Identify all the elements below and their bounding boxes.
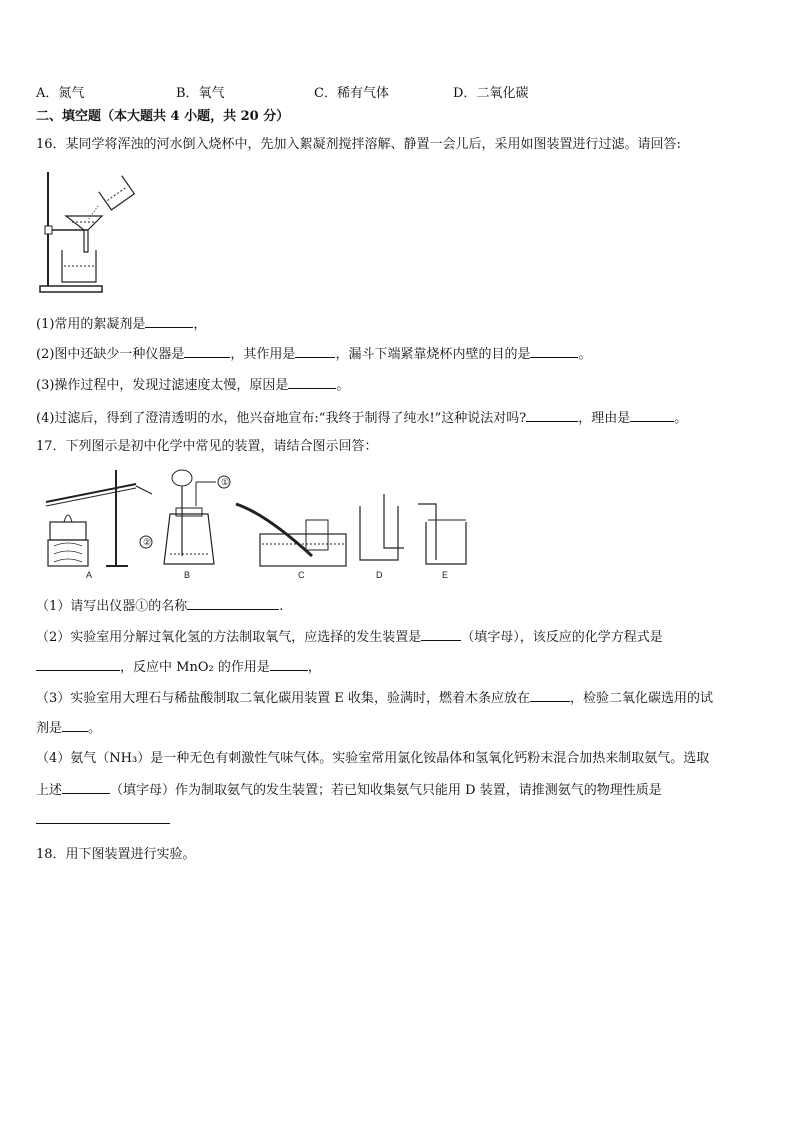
option-d: D．二氧化碳 [453, 86, 529, 101]
filtration-apparatus-figure [36, 168, 146, 296]
label-d: D [376, 570, 383, 580]
answer-blank[interactable] [630, 408, 674, 422]
answer-blank[interactable] [530, 344, 578, 358]
answer-blank[interactable] [526, 408, 578, 422]
label-c: C [298, 570, 305, 580]
answer-blank[interactable] [62, 718, 88, 732]
q17-part2-line2: ，反应中 MnO₂ 的作用是 ， [36, 657, 321, 677]
q17-part3-line2: 剂是 。 [36, 718, 101, 738]
q16-part1: (1)常用的絮凝剂是 ， [36, 314, 206, 334]
answer-blank[interactable] [62, 780, 110, 794]
answer-blank[interactable] [187, 596, 279, 610]
answer-blank[interactable] [270, 657, 308, 671]
gas-apparatus-figure [36, 464, 476, 586]
section-title: 二、填空题（本大题共 4 小题，共 20 分） [36, 109, 290, 124]
option-a: A．氮气 [36, 86, 85, 101]
q17-part1: （1）请写出仪器①的名称 . [36, 596, 283, 616]
q17-part3-line1: （3）实验室用大理石与稀盐酸制取二氧化碳用装置 E 收集，验满时，燃着木条应放在 ，检验二氧化碳选用的试 [36, 688, 713, 708]
q16-part3: (3)操作过程中，发现过滤速度太慢，原因是 。 [36, 375, 349, 395]
answer-blank[interactable] [36, 810, 170, 824]
q17-part4-line1: （4）氨气（NH₃）是一种无色有刺激性气味气体。实验室常用氯化铵晶体和氢氧化钙粉末混合加热来制取氨气。选取 [36, 751, 710, 766]
q17-part2-line1: （2）实验室用分解过氧化氢的方法制取氧气，应选择的发生装置是 （填字母），该反应的化学方程式是 [36, 627, 663, 647]
label-a: A [86, 570, 93, 580]
label-e: E [442, 570, 449, 580]
answer-blank[interactable] [421, 627, 461, 641]
option-c: C．稀有气体 [314, 86, 389, 101]
label-b: B [184, 570, 191, 580]
option-b: B．氧气 [176, 86, 225, 101]
answer-blank[interactable] [36, 657, 120, 671]
label-circle-1: ① [221, 477, 230, 487]
q17-part4-line2: 上述 （填字母）作为制取氨气的发生装置；若已知收集氨气只能用 D 装置，请推测氨气的物理性质是 [36, 780, 662, 800]
q17-stem: 17．下列图示是初中化学中常见的装置，请结合图示回答： [36, 439, 378, 454]
answer-blank[interactable] [288, 375, 336, 389]
q17-part4-line3 [36, 810, 170, 830]
q16-part2: (2)图中还缺少一种仪器是 ，其作用是 ，漏斗下端紧靠烧杯内壁的目的是 。 [36, 344, 591, 364]
label-circle-2: ② [143, 537, 152, 547]
q16-part4: (4)过滤后，得到了澄清透明的水，他兴奋地宣布:“我终于制得了纯水!”这种说法对吗? ，理由是 。 [36, 408, 687, 428]
answer-blank[interactable] [295, 344, 335, 358]
answer-blank[interactable] [184, 344, 230, 358]
q16-stem: 16．某同学将浑浊的河水倒入烧杯中，先加入絮凝剂搅拌溶解、静置一会儿后，采用如图装置进行过滤。请回答: [36, 137, 681, 152]
answer-blank[interactable] [530, 688, 570, 702]
answer-blank[interactable] [145, 314, 193, 328]
q18-stem: 18．用下图装置进行实验。 [36, 847, 196, 862]
